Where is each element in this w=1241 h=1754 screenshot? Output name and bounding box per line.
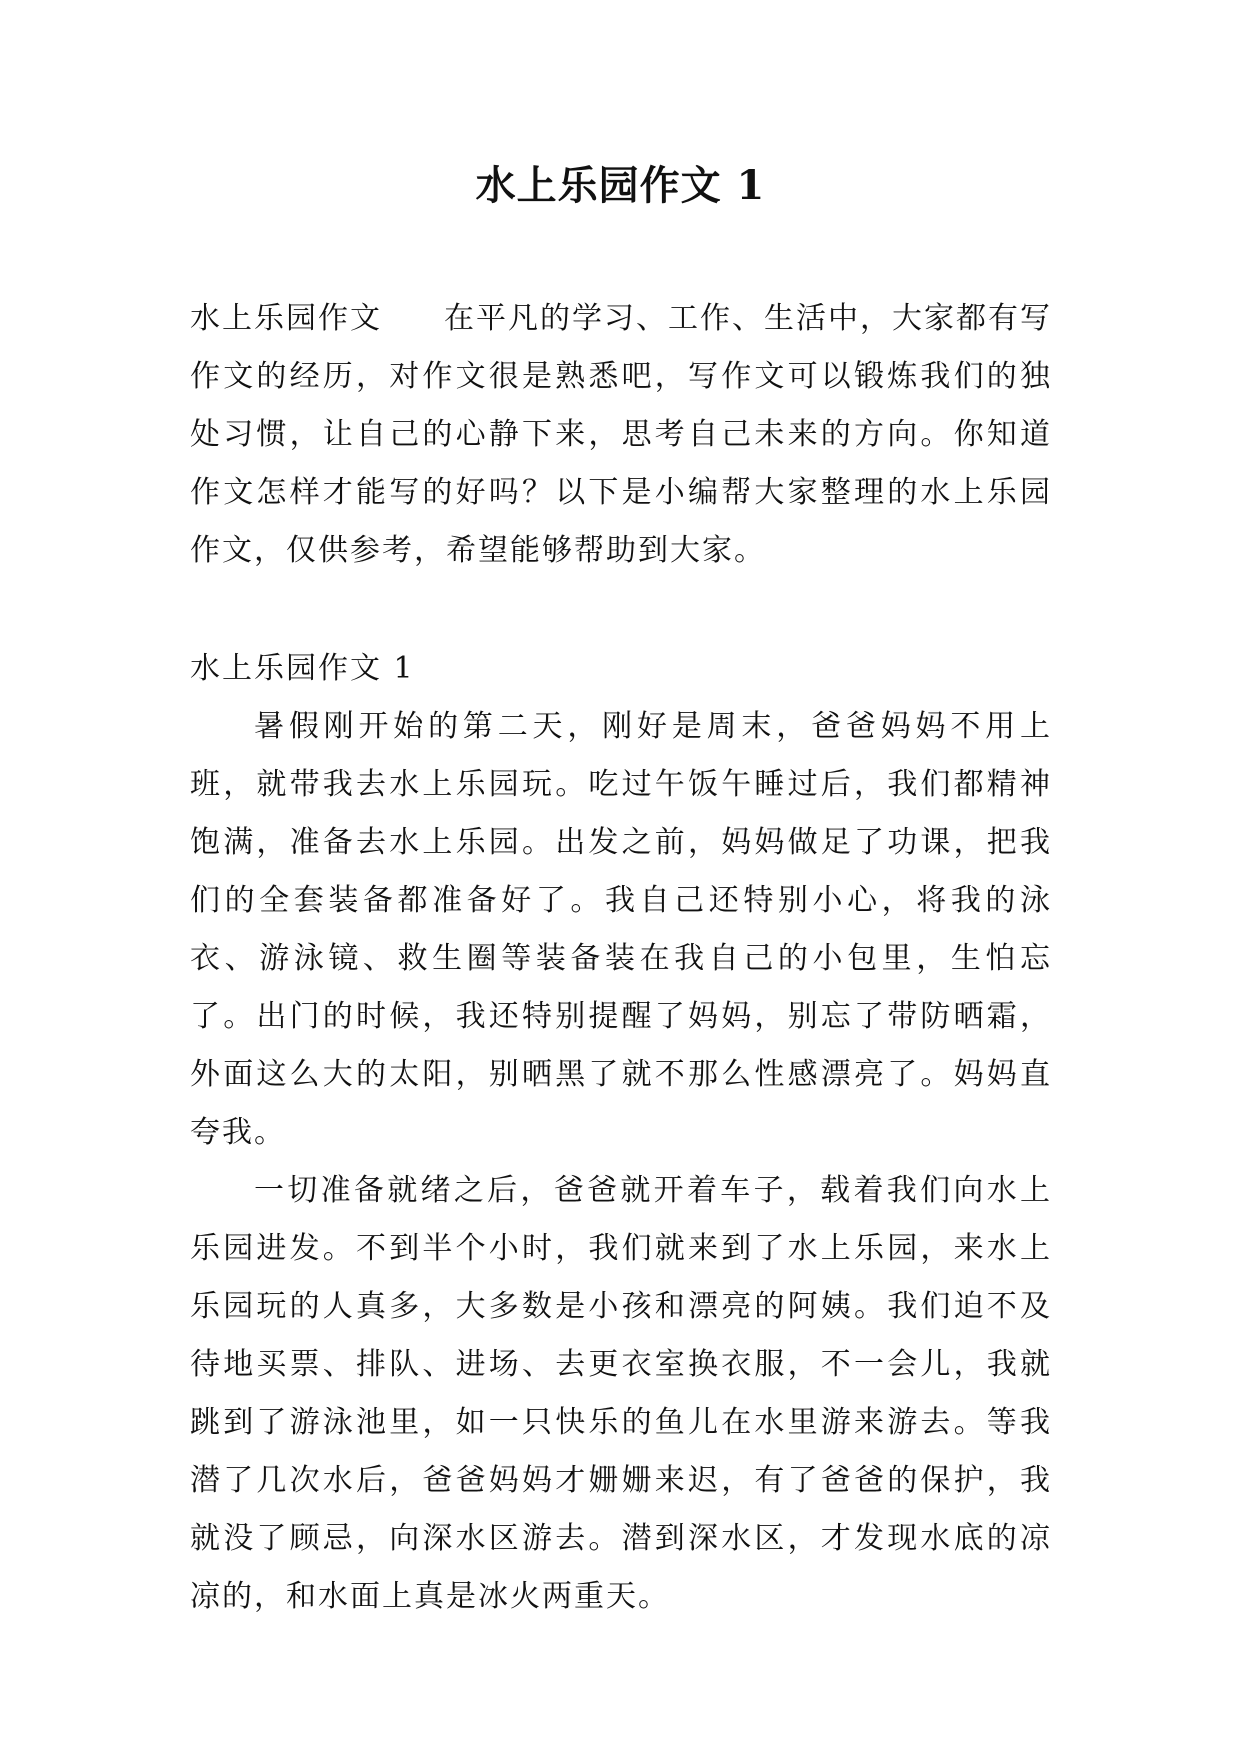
document-body: [190, 290, 1052, 1626]
intro-text: 在平凡的学习、工作、生活中，大家都有写作文的经历，对作文很是熟悉吧，写作文可以锻炼我们的独处习惯，让自己的心静下来，思考自己未来的方向。你知道作文怎样才能写的好吗？以下是小编帮大家整理的水上乐园作文，仅供参考，希望能够帮助到大家。: [190, 301, 1052, 568]
intro-paragraph: [190, 290, 1052, 580]
intro-heading: 水上乐园作文: [190, 301, 382, 336]
section-heading: 水上乐园作文 1: [190, 651, 415, 686]
body-paragraph: 一切准备就绪之后，爸爸就开着车子，载着我们向水上乐园进发。不到半个小时，我们就来到了水上乐园，来水上乐园玩的人真多，大多数是小孩和漂亮的阿姨。我们迫不及待地买票、排队、进场、去更衣室换衣服，不一会儿，我就跳到了游泳池里，如一只快乐的鱼儿在水里游来游去。等我潜了几次水后，爸爸妈妈才姗姗来迟，有了爸爸的保护，我就没了顾忌，向深水区游去。潜到深水区，才发现水底的凉凉的，和水面上真是冰火两重天。: [190, 1173, 1052, 1614]
body-paragraph: 暑假刚开始的第二天，刚好是周末，爸爸妈妈不用上班，就带我去水上乐园玩。吃过午饭午睡过后，我们都精神饱满，准备去水上乐园。出发之前，妈妈做足了功课，把我们的全套装备都准备好了。我自己还特别小心，将我的泳衣、游泳镜、救生圈等装备装在我自己的小包里，生怕忘了。出门的时候，我还特别提醒了妈妈，别忘了带防晒霜，外面这么大的太阳，别晒黑了就不那么性感漂亮了。妈妈直夸我。: [190, 709, 1052, 1150]
document-title: 水上乐园作文 1: [475, 162, 766, 209]
